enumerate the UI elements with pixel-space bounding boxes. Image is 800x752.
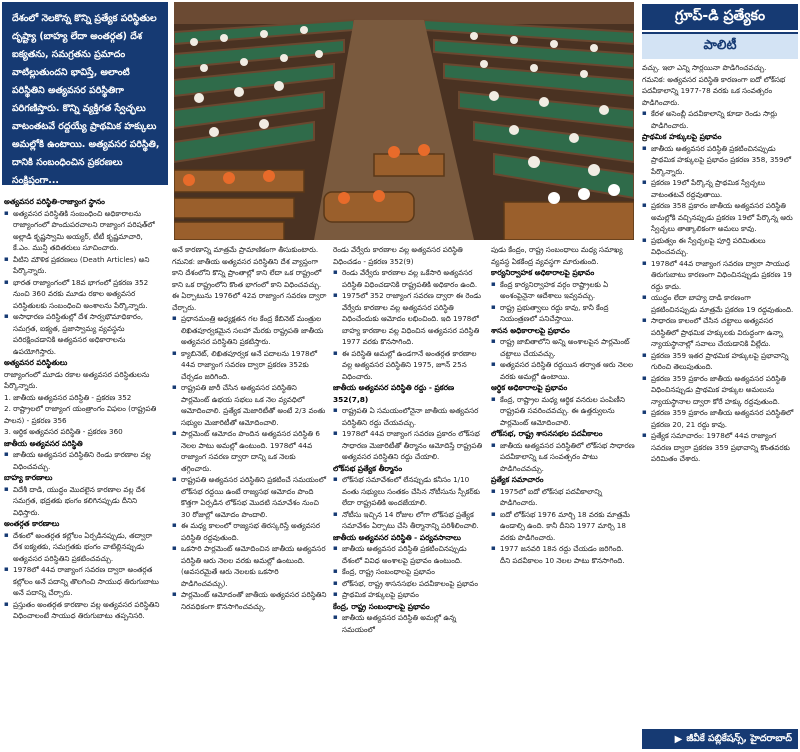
subheading: లోక్‌సభ, రాష్ట్ర శాసనసభల పదవీకాలం [491, 429, 603, 438]
bullet-point: ▪ అత్యవసర పరిస్థితికి సంబంధించి అధికారాలను రాజ్యాంగంలో పొందుపరచాలని రాజ్యాంగ పరిషత్‌లో అల్లాడి కృష్ణస్వామి అయ్యర్, టీటీ కృష్ణమాచారి, కే.ఎం. మున్షీ తదితరులు సూచించారు. [4, 208, 162, 254]
subject-title: పాలిటీ [642, 32, 798, 59]
bullet-point: ▪ ప్రకరణ 359 ప్రకారం జాతీయ అత్యవసర పరిస్థితి విధించినప్పుడు ప్రాథమిక హక్కుల అమలును న్యాయస్థానాల ద్వారా కోరే హక్కు రద్దవుతుంది. [642, 373, 798, 408]
bullet-point: ▪ ప్రభుత్వం ఈ స్వేచ్ఛలపై పూర్తి పరిమితులు విధించవచ్చు. [642, 235, 798, 258]
bullet-point: ▪ రాష్ట్రపతి అత్యవసర పరిస్థితిని ప్రకటించే సమయంలో లోక్‌సభ రద్దయి ఉంటే రాజ్యసభ ఆమోదం పొంది కొత్తగా ఏర్పడిన లోక్‌సభ మొదటి సమావేశం నుంచి 30 రోజుల్లో ఆమోదం పొందాలి. [172, 474, 327, 520]
subheading: జాతీయ అత్యవసర పరిస్థితి [4, 438, 83, 448]
bullet-point: ▪ 1975లో 352 రాజ్యాంగ సవరణ ద్వారా ఈ రెండు వేర్వేరు కారణాల వల్ల అత్యవసర పరిస్థితి విధించేందుకు ఆమోదం లభించింది. ఇది 1978లో బాహ్య కారణాల వల్ల విధించిన అత్యవసర పరిస్థితి 1977 వరకు కొనసాగింది. [333, 290, 485, 348]
bullet-point: ▪ ప్రకరణ 359 ఇతర ప్రాథమిక హక్కులపై ప్రభావాన్ని గురించి తెలుపుతుంది. [642, 350, 798, 373]
paragraph: గమనిక: అత్యవసర పరిస్థితి కారణంగా ఐదో లోక్‌సభ పదవీకాలాన్ని 1977-78 వరకు ఒక సంవత్సరం పొడిగించారు. [642, 74, 786, 107]
bullet-point: ▪ లోక్‌సభ సమావేశంలో లేనప్పుడు కనీసం 1/10 వంతు సభ్యులు సంతకం చేసిన నోటీసును స్పీకర్‌కు లేదా రాష్ట్రపతికి అందజేయాలి. [333, 474, 485, 509]
subheading: జాతీయ అత్యవసర పరిస్థితి - పర్యవసానాలు [333, 532, 461, 542]
subheading: శాసన అధికారాలపై ప్రభావం [491, 325, 570, 335]
bullet-point: ▪ 1978లో 44వ రాజ్యాంగ సవరణ ద్వారా అంతర్గత కల్లోలం అనే పదాన్ని తొలగించి సాయుధ తిరుగుబాటు అనే పదాన్ని చేర్చారు. [4, 564, 162, 599]
bullet-point: ▪ ప్రకరణ 19లో పేర్కొన్న ప్రాథమిక స్వేచ్ఛలు వాటంతటవే రద్దవుతాయి. [642, 177, 798, 200]
bullet-point: ▪ ప్రధానమంత్రి అధ్యక్షతన గల కేంద్ర కేబినెట్ మంత్రుల లిఖితపూర్వకమైన సలహా మేరకు రాష్ట్రపతి జాతీయ అత్యవసర పరిస్థితిని ప్రకటిస్తారు. [172, 313, 327, 348]
bullet-point: ▪ 1978లో 44వ రాజ్యాంగ సవరణ ప్రకారం లోక్‌సభ సాధారణ మెజారిటీతో తీర్మానం ఆమోదిస్తే రాష్ట్రపతి అత్యవసర పరిస్థితిని రద్దు చేయాలి. [333, 428, 485, 463]
bullet-point: ▪ పార్లమెంట్ ఆమోదంతో జాతీయ అత్యవసర పరిస్థితిని నిరవధికంగా కొనసాగించవచ్చు. [172, 589, 327, 612]
bullet-point: ▪ జాతీయ అత్యవసర పరిస్థితిలో లోక్‌సభ సాధారణ పదవీకాలాన్ని ఒక సంవత్సరం పాటు పొడిగించవచ్చు. [491, 440, 636, 475]
section-tag: గ్రూప్-డి ప్రత్యేకం [642, 4, 798, 30]
column-5 [642, 62, 798, 725]
bullet-point: ▪ రాష్ట్ర జాబితాలోని అన్ని అంశాలపైన పార్లమెంట్ చట్టాలు చేయవచ్చు. [491, 336, 636, 359]
bullet-point: ▪ కేంద్ర, రాష్ట్ర సంబంధాలపై ప్రభావం [333, 566, 485, 578]
bullet-point: ▪ విదేశీ దాడి, యుద్ధం మొదలైన కారణాల వల్ల దేశ సమగ్రత, భద్రతకు భంగం కలిగినప్పుడు దీనిని విధిస్తారు. [4, 484, 162, 519]
bullet-point: ▪ ప్రకరణ 358 ప్రకారం జాతీయ అత్యవసర పరిస్థితి అమల్లోకి వచ్చినప్పుడు ప్రకరణ 19లో పేర్కొన్న ఆరు స్వేచ్ఛలు తాత్కాలికంగా అమలు కావు. [642, 200, 798, 235]
subheading: జాతీయ అత్యవసర పరిస్థితి రద్దు - ప్రకరణ 352(7,8) [333, 383, 455, 404]
bullet-point: ▪ నోటీసు ఇచ్చిన 14 రోజుల లోగా లోక్‌సభ ప్రత్యేక సమావేశం ఏర్పాటు చేసి తీర్మానాన్ని పరిశీలించాలి. [333, 509, 485, 532]
bullet-point: ▪ లోక్‌సభ, రాష్ట్ర శాసనసభల పదవీకాలంపై ప్రభావం [333, 578, 485, 590]
bullet-point: ▪ ఒకసారి పార్లమెంట్ ఆమోదించిన జాతీయ అత్యవసర పరిస్థితి ఆరు నెలల వరకు అమల్లో ఉంటుంది. (అవసరమైతే ఆరు నెలలకు ఒకసారి పొడిగించవచ్చు). [172, 543, 327, 589]
byline-text: జీవీకే పబ్లికేషన్స్, హైదరాబాద్ [686, 732, 792, 744]
bullet-point: ▪ రాష్ట్రపతి ఏ సమయంలోనైనా జాతీయ అత్యవసర పరిస్థితిని రద్దు చేయవచ్చు. [333, 405, 485, 428]
column-3 [333, 244, 485, 748]
paragraph: గమనిక: జాతీయ అత్యవసర పరిస్థితిని దేశ వ్యాప్తంగా కాని దేశంలోని కొన్ని ప్రాంతాల్లో కాని లేదా ఒక రాష్ట్రంలో కాని ఒక రాష్ట్రంలోని కొంత భాగంలో కాని విధించవచ్చు. ఈ ఏర్పాటును 1976లో 42వ రాజ్యాంగ సవరణ ద్వారా చేర్చారు. [172, 256, 327, 312]
bullet-point: ▪ కేరళ అసెంబ్లీ పదవీకాలాన్ని కూడా రెండు సార్లు పొడిగించారు. [642, 108, 798, 131]
bullet-point: ▪ 1977 జనవరి 18న రద్దు చేయడం జరిగింది. దీని పదవీకాలం 10 నెలల పాటు కొనసాగింది. [491, 543, 636, 566]
bullet-point: ▪ కేంద్ర, రాష్ట్రాల మధ్య ఆర్థిక వనరుల పంపిణీని రాష్ట్రపతి సవరించవచ్చు. ఈ ఉత్తర్వులను పార్లమెంట్ ఆమోదించాలి. [491, 394, 636, 429]
bullet-point: ▪ ఐదో లోక్‌సభ 1976 మార్చి 18 వరకు మాత్రమే ఉండాల్సి ఉంది. కానీ దీనిని 1977 మార్చి 18 వరకు పొడిగించారు. [491, 509, 636, 544]
intro-text: దేశంలో నెలకొన్న కొన్ని ప్రత్యేక పరిస్థితుల దృష్ట్యా (బాహ్య లేదా అంతర్గత) దేశ ఐక్యతను, సమగ్రతను ప్రమాదం వాటిల్లుతుందని భావిస్తే, అలాంటి పరిస్థితిని అత్యవసర పరిస్థితిగా పరిగణిస్తారు. కొన్ని వ్యక్తిగత స్వేచ్ఛలు వాటంతటవే రద్దయ్యే ప్రాథమిక హక్కులు అమల్లోకి ఉంటాయి. అత్యవసర పరిస్థితి, దానికి సంబంధించిన ప్రకరణలు సంక్షిప్తంగా... [12, 13, 160, 186]
subheading: కేంద్ర, రాష్ట్ర సంబంధాలపై ప్రభావం [333, 601, 430, 611]
bullet-point: ▪ ఈ మధ్య కాలంలో రాజ్యసభ తిరస్కరిస్తే అత్యవసర పరిస్థితి రద్దవుతుంది. [172, 520, 327, 543]
paragraph: 3. ఆర్థిక అత్యవసర పరిస్థితి - ప్రకరణ 360 [4, 427, 123, 436]
bullet-point: ▪ 1975లో ఐదో లోక్‌సభ పదవీకాలాన్ని పొడిగించారు. [491, 486, 636, 509]
paragraph: అనే కారణాన్ని మాత్రమే ప్రామాణికంగా తీసుకుంటారు. [172, 245, 319, 254]
subheading: ఆర్థిక అధికారాలపై ప్రభావం [491, 383, 568, 392]
bullet-point: ▪ ఈ పరిస్థితి అమల్లో ఉండగానే అంతర్గత కారణాల వల్ల అత్యవసర పరిస్థితిని 1975, జూన్ 25న విధించారు. [333, 348, 485, 383]
bullet-point: ▪ కేంద్ర కార్యనిర్వాహక వర్గం రాష్ట్రాలకు ఏ అంశంపైనైనా ఆదేశాలు ఇవ్వవచ్చు. [491, 279, 636, 302]
subheading: అంతర్గత కారణాలు [4, 519, 60, 528]
bullet-point: ▪ వీటిని మౌళిక ప్రకరణలు (Death Articles) అని పేర్కొన్నారు. [4, 254, 162, 277]
bullet-point: ▪ ప్రత్యేక సమాచారం: 1978లో 44వ రాజ్యాంగ సవరణ ద్వారా ప్రకరణ 359 ప్రభావాన్ని కొంతవరకు పరిమితం చేశారు. [642, 430, 798, 465]
bullet-point: ▪ భారత రాజ్యాంగంలో 18వ భాగంలో ప్రకరణ 352 నుంచి 360 వరకు మూడు రకాల అత్యవసర పరిస్థితులకు సంబంధించి అంశాలను పేర్కొన్నారు. [4, 277, 162, 312]
bullet-point: ▪ సాధారణ కాలంలో చేసిన చట్టాలు అత్యవసర పరిస్థితిలో ప్రాథమిక హక్కులకు విరుద్ధంగా ఉన్నా న్యాయస్థానాల్లో సవాలు చేయడానికి వీల్లేదు. [642, 315, 798, 350]
column-4 [491, 244, 636, 748]
intro-box [2, 2, 168, 185]
bullet-point: ▪ అత్యవసర పరిస్థితి రద్దయిన తర్వాత ఆరు నెలల వరకు అమల్లో ఉంటాయి. [491, 359, 636, 382]
paragraph: పుడు కేంద్రం, రాష్ట్ర సంబంధాలు మధ్య సమాఖ్య వ్యవస్థ ఏకకేంద్ర వ్యవస్థగా మారుతుంది. [491, 245, 623, 266]
parliament-photo [174, 2, 634, 240]
paragraph: రాజ్యాంగంలో మూడు రకాల అత్యవసర పరిస్థితులను పేర్కొన్నారు. [4, 369, 150, 390]
paragraph: 1. జాతీయ అత్యవసర పరిస్థితి - ప్రకరణ 352 [4, 392, 132, 402]
paragraph: రెండు వేర్వేరు కారణాల వల్ల అత్యవసర పరిస్థితి విధించడం - ప్రకరణ 352(9) [333, 245, 463, 266]
bullet-point: ▪ రాష్ట్ర ప్రభుత్వాలు రద్దు కావు, కానీ కేంద్ర నియంత్రణలో పనిచేస్తాయి. [491, 302, 636, 325]
subheading: లోక్‌సభ ప్రత్యేక తీర్మానం [333, 463, 403, 473]
bullet-point: ▪ 1978లో 44వ రాజ్యాంగ సవరణ ద్వారా సాయుధ తిరుగుబాటు కారణంగా విధించినప్పుడు ప్రకరణ 19 రద్దు కాదు. [642, 258, 798, 293]
paragraph: వచ్చు. ఇలా ఎన్ని సార్లయినా పొడిగించవచ్చు. [642, 63, 767, 72]
column-1 [4, 196, 162, 748]
bullet-point: ▪ యుద్ధం లేదా బాహ్య దాడి కారణంగా ప్రకటించినప్పుడు మాత్రమే ప్రకరణ 19 రద్దవుతుంది. [642, 292, 798, 315]
bullet-point: ▪ దేశంలో అంతర్గత కల్లోలం ఏర్పడినప్పుడు, తద్వారా దేశ ఐక్యతకు, సమగ్రతకు భంగం వాటిల్లినప్పుడు అత్యవసర పరిస్థితిని ప్రకటించవచ్చు. [4, 530, 162, 565]
subheading: బాహ్య కారణాలు [4, 473, 53, 482]
subheading: అత్యవసర పరిస్థితులు [4, 358, 68, 367]
arrow-icon: ▶ [674, 733, 683, 745]
subheading: ప్రత్యేక సమాచారం [491, 475, 544, 484]
column-2 [172, 244, 327, 748]
byline [642, 729, 798, 749]
bullet-point: ▪ పార్లమెంట్ ఆమోదం పొందిన అత్యవసర పరిస్థితి 6 నెలల పాటు అమల్లో ఉంటుంది. 1978లో 44వ రాజ్యాంగ సవరణ ద్వారా దాన్ని ఒక నెలకు తగ్గించారు. [172, 428, 327, 474]
bullet-point: ▪ ప్రాథమిక హక్కులపై ప్రభావం [333, 589, 485, 601]
subheading: అత్యవసర పరిస్థితి-రాజ్యాంగ స్థానం [4, 197, 105, 206]
bullet-point: ▪ ప్రకరణ 359 ప్రకారం జాతీయ అత్యవసర పరిస్థితిలో ప్రకరణ 20, 21 రద్దు కావు. [642, 407, 798, 430]
bullet-point: ▪ జాతీయ అత్యవసర పరిస్థితి అమల్లో ఉన్న సమయంలో [333, 612, 485, 635]
subheading: ప్రాథమిక హక్కులపై ప్రభావం [642, 132, 722, 141]
bullet-point: ▪ జాతీయ అత్యవసర పరిస్థితిని రెండు కారణాల వల్ల విధించవచ్చు. [4, 449, 162, 472]
bullet-point: ▪ రెండు వేర్వేరు కారణాల వల్ల ఒకేసారి అత్యవసర పరిస్థితి విధించడానికి రాష్ట్రపతికి అధికారం ఉంది. [333, 267, 485, 290]
bullet-point: ▪ ప్రస్తుతం అంతర్గత కారణాల వల్ల అత్యవసర పరిస్థితిని విధించాలంటే సాయుధ తిరుగుబాటు తప్పనిసరి. [4, 599, 162, 622]
bullet-point: ▪ క్యాబినెట్, లిఖితపూర్వక అనే పదాలను 1978లో 44వ రాజ్యాంగ సవరణ ద్వారా ప్రకరణ 352కు చేర్చడం జరిగింది. [172, 348, 327, 383]
subheading: కార్యనిర్వాహక అధికారాలపై ప్రభావం [491, 268, 595, 277]
bullet-point: ▪ రాష్ట్రపతి జారీ చేసిన అత్యవసర పరిస్థితిని పార్లమెంట్ ఉభయ సభలు ఒక నెల వ్యవధిలో ఆమోదించాలి. ప్రత్యేక మెజారిటీతో అంటే 2/3 వంతు సభ్యుల మెజారిటీతో ఆమోదించాలి. [172, 382, 327, 428]
bullet-point: ▪ జాతీయ అత్యవసర పరిస్థితి ప్రకటించినప్పుడు ప్రాథమిక హక్కులపై ప్రభావం ప్రకరణ 358, 359లో పేర్కొన్నారు. [642, 143, 798, 178]
paragraph: 2. రాష్ట్రాలలో రాజ్యాంగ యంత్రాంగం విఫలం (రాష్ట్రపతి పాలన) - ప్రకరణ 356 [4, 404, 157, 425]
bullet-point: ▪ జాతీయ అత్యవసర పరిస్థితి ప్రకటించినప్పుడు దేశంలో వివిధ అంశాలపై ప్రభావం ఉంటుంది. [333, 543, 485, 566]
bullet-point: ▪ అసాధారణ పరిస్థితుల్లో దేశ సార్వభౌమాధికారం, సమగ్రత, ఐక్యత, ప్రజాస్వామ్య వ్యవస్థను పరిరక్షించడానికి అత్యవసర అధికారాలను ఉపయోగిస్తారు. [4, 311, 162, 357]
